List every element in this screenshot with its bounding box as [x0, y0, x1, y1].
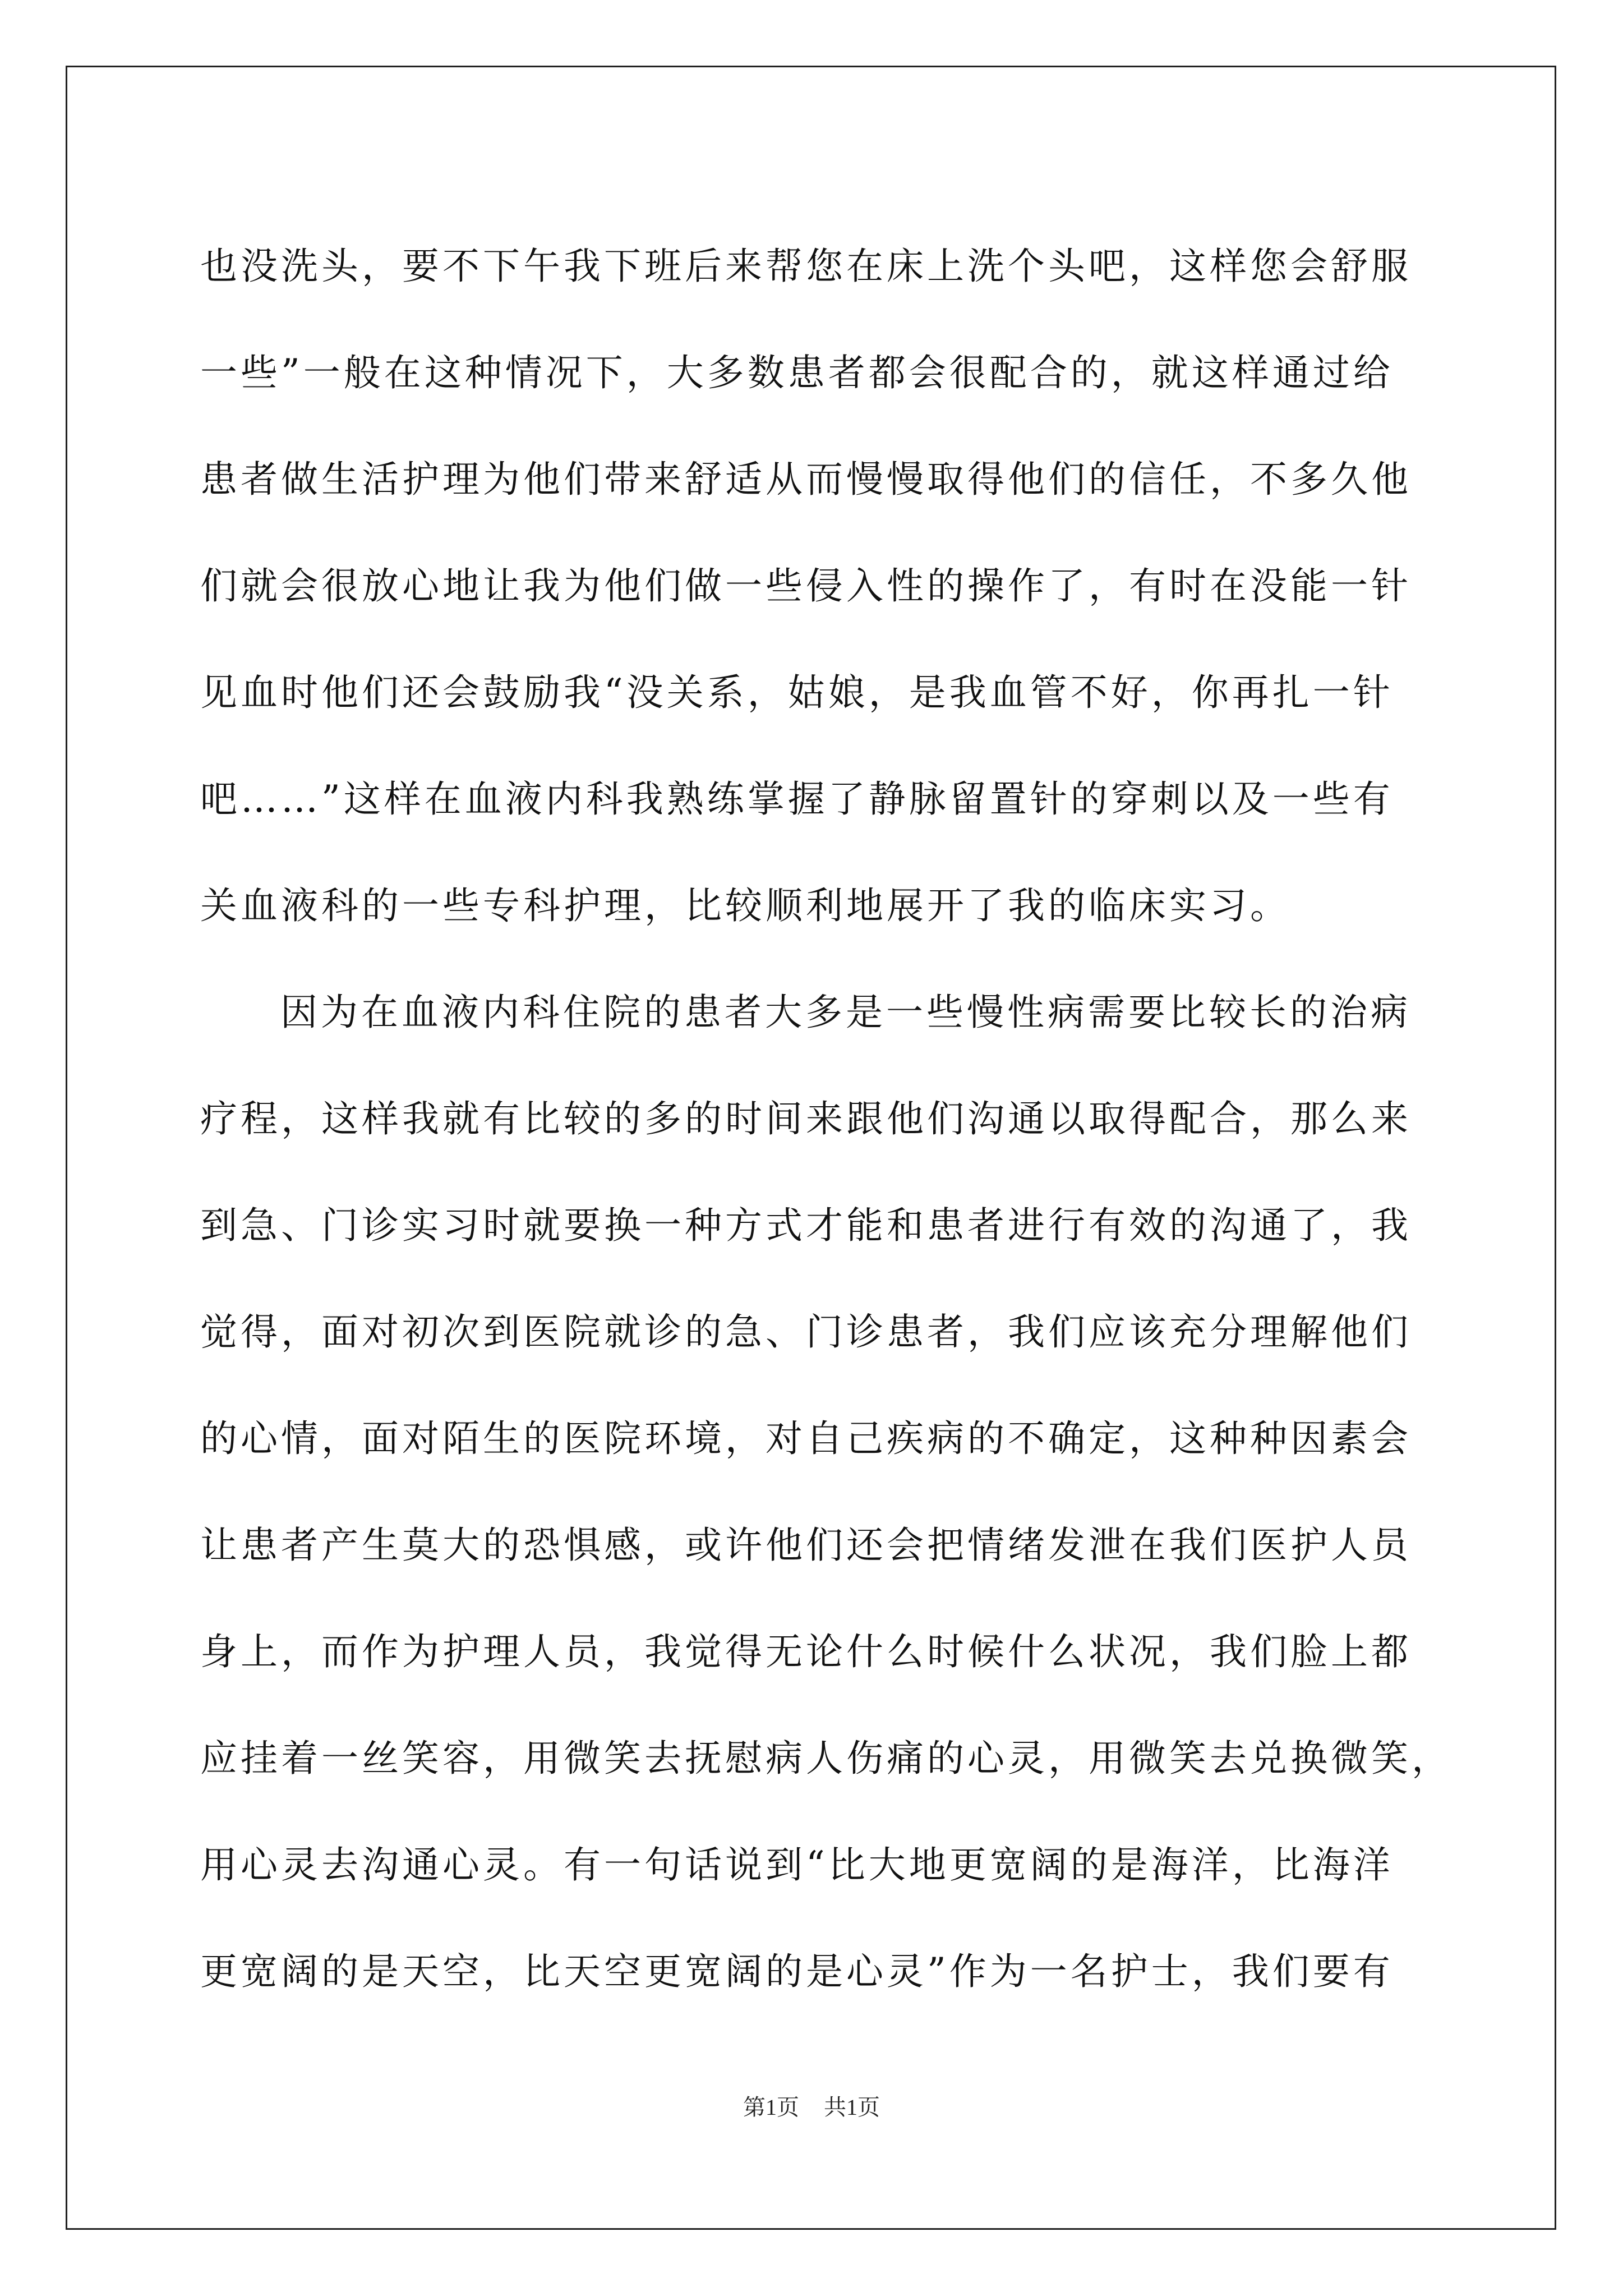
page-total: 共1页 — [824, 2095, 880, 2120]
document-body — [200, 213, 1452, 2025]
text-line: 更宽阔的是天空，比天空更宽阔的是心灵”作为一名护士，我们要有 — [200, 1950, 1394, 1993]
text-line: 身上，而作为护理人员，我觉得无论什么时候什么状况，我们脸上都 — [200, 1630, 1412, 1673]
paragraph-first-line: 因为在血液内科住院的患者大多是一些慢性病需要比较长的治病 — [280, 991, 1411, 1034]
text-line: 患者做生活护理为他们带来舒适从而慢慢取得他们的信任，不多久他 — [200, 458, 1412, 501]
text-line: 的心情，面对陌生的医院环境，对自己疾病的不确定，这种种因素会 — [200, 1417, 1412, 1460]
text-line: 见血时他们还会鼓励我“没关系，姑娘，是我血管不好，你再扎一针 — [200, 671, 1394, 714]
page-footer — [0, 2090, 1623, 2122]
text-line: 吧……”这样在血液内科我熟练掌握了静脉留置针的穿刺以及一些有 — [200, 777, 1394, 821]
text-line: 们就会很放心地让我为他们做一些侵入性的操作了，有时在没能一针 — [200, 564, 1412, 608]
text-line: 应挂着一丝笑容，用微笑去抚慰病人伤痛的心灵，用微笑去兑换微笑， — [200, 1737, 1452, 1780]
text-line: 也没洗头，要不下午我下班后来帮您在床上洗个头吧，这样您会舒服 — [200, 245, 1412, 288]
text-line: 觉得，面对初次到医院就诊的急、门诊患者，我们应该充分理解他们 — [200, 1310, 1412, 1354]
text-line: 关血液科的一些专科护理，比较顺利地展开了我的临床实习。 — [200, 884, 1290, 927]
text-line: 到急、门诊实习时就要换一种方式才能和患者进行有效的沟通了，我 — [200, 1204, 1412, 1247]
text-line: 用心灵去沟通心灵。有一句话说到“比大地更宽阔的是海洋，比海洋 — [200, 1843, 1394, 1887]
text-line: 让患者产生莫大的恐惧感，或许他们还会把情绪发泄在我们医护人员 — [200, 1524, 1412, 1567]
text-line: 疗程，这样我就有比较的多的时间来跟他们沟通以取得配合，那么来 — [200, 1097, 1412, 1140]
page-number: 第1页 — [743, 2095, 799, 2120]
text-line: 一些”一般在这种情况下，大多数患者都会很配合的，就这样通过给 — [200, 351, 1394, 394]
